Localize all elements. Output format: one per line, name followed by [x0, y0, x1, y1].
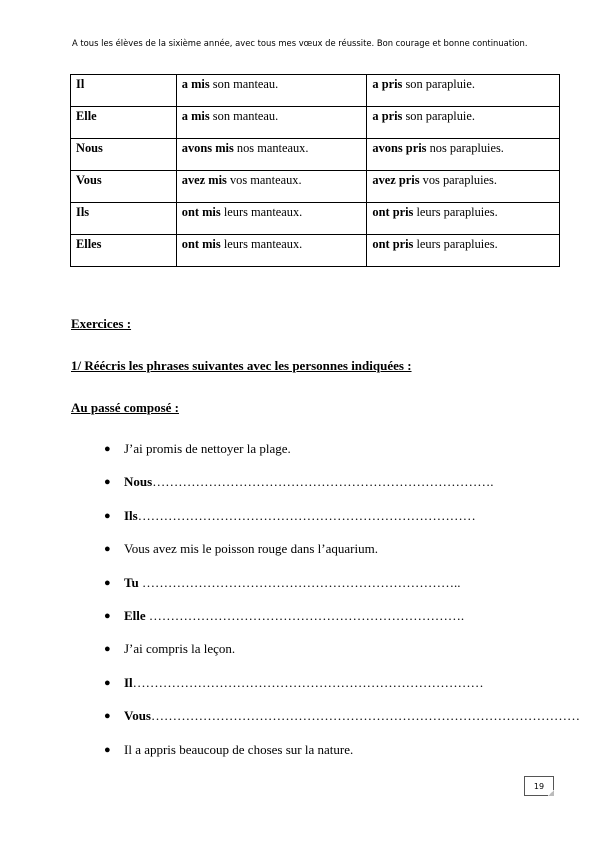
bullet-icon: ●: [104, 476, 111, 489]
table-row: [71, 171, 560, 203]
subject-label: Nous: [124, 474, 153, 490]
pronoun-cell: Il: [71, 75, 177, 107]
prendre-object: vos parapluies.: [422, 173, 497, 187]
bullet-icon: ●: [104, 609, 111, 622]
mettre-auxiliary: a: [181, 109, 188, 123]
mettre-cell: [176, 235, 367, 267]
prendre-cell: [367, 107, 560, 139]
mettre-cell: [176, 75, 367, 107]
list-item: [104, 540, 580, 573]
mettre-participle: mis: [202, 205, 221, 219]
subject-label: Tu: [124, 574, 139, 590]
answer-line[interactable]: ……………………………………………………………………: [137, 507, 476, 523]
tense-heading: Au passé composé :: [71, 400, 179, 415]
prendre-cell: [367, 139, 560, 171]
prendre-cell: [367, 75, 560, 107]
mettre-object: leurs manteaux.: [223, 205, 303, 219]
subject-label: Ils: [124, 507, 138, 523]
mettre-object: son manteau.: [212, 109, 279, 123]
bullet-icon: ●: [104, 543, 111, 556]
sentence-text: J’ai promis de nettoyer la plage.: [124, 441, 291, 456]
mettre-object: vos manteaux.: [229, 173, 302, 187]
prendre-auxiliary: avez: [372, 173, 396, 187]
mettre-auxiliary: ont: [181, 237, 199, 251]
pronoun-cell: Ils: [71, 203, 177, 235]
prendre-participle: pris: [398, 173, 420, 187]
exercises-heading: Exercices :: [71, 316, 132, 331]
prendre-auxiliary: a: [372, 109, 379, 123]
sentence-text: Vous avez mis le poisson rouge dans l’aquarium.: [124, 541, 378, 557]
prendre-participle: pris: [405, 141, 427, 155]
pronoun-cell: Vous: [71, 171, 177, 203]
bullet-icon: ●: [104, 743, 111, 756]
mettre-auxiliary: avez: [181, 173, 206, 187]
prendre-participle: pris: [381, 77, 403, 91]
prendre-participle: pris: [392, 237, 414, 251]
mettre-participle: mis: [191, 77, 210, 91]
prendre-participle: pris: [381, 109, 403, 123]
list-item: [104, 640, 580, 673]
prendre-object: nos parapluies.: [429, 141, 504, 155]
pronoun-cell: Elles: [71, 235, 177, 267]
table-row: [71, 75, 560, 107]
answer-line[interactable]: …………………………………………………………………….: [152, 474, 494, 490]
prendre-auxiliary: ont: [372, 237, 390, 251]
mettre-object: son manteau.: [212, 77, 279, 91]
table-row: [71, 235, 560, 267]
table-row: [71, 107, 560, 139]
subject-label: Vous: [124, 708, 151, 724]
bullet-icon: ●: [104, 710, 111, 723]
prendre-auxiliary: avons: [372, 141, 403, 155]
list-item: [104, 707, 580, 740]
conjugation-table: [70, 74, 560, 267]
sentence-text: J’ai compris la leçon.: [124, 641, 236, 657]
answer-line[interactable]: ………………………………………………………………..: [138, 574, 461, 590]
mettre-cell: [176, 107, 367, 139]
answer-line[interactable]: ……………………………………………………………….: [145, 607, 465, 623]
answer-line[interactable]: ………………………………………………………………………………………: [150, 708, 580, 724]
prendre-cell: [367, 171, 560, 203]
mettre-auxiliary: avons: [181, 141, 213, 155]
list-item: [104, 440, 580, 473]
table-row: [71, 203, 560, 235]
prendre-object: leurs parapluies.: [416, 237, 498, 251]
mettre-cell: [176, 171, 367, 203]
exercise-list: [104, 440, 580, 774]
table-row: [71, 139, 560, 171]
pronoun-cell: Elle: [71, 107, 177, 139]
pronoun-cell: Nous: [71, 139, 177, 171]
list-item: [104, 507, 580, 540]
bullet-icon: ●: [104, 576, 111, 589]
mettre-auxiliary: a: [181, 77, 188, 91]
instruction-heading: 1/ Réécris les phrases suivantes avec les personnes indiquées :: [71, 358, 412, 373]
mettre-participle: mis: [215, 141, 234, 155]
subject-label: Il: [124, 674, 133, 690]
list-item: [104, 574, 580, 607]
prendre-cell: [367, 203, 560, 235]
mettre-cell: [176, 139, 367, 171]
prendre-auxiliary: ont: [372, 205, 390, 219]
mettre-participle: mis: [208, 173, 227, 187]
list-item: [104, 473, 580, 506]
bullet-icon: ●: [104, 509, 111, 522]
prendre-auxiliary: a: [372, 77, 379, 91]
mettre-object: leurs manteaux.: [223, 237, 303, 251]
page-number: 19: [524, 776, 554, 796]
prendre-object: leurs parapluies.: [416, 205, 498, 219]
mettre-cell: [176, 203, 367, 235]
prendre-object: son parapluie.: [405, 77, 475, 91]
mettre-participle: mis: [202, 237, 221, 251]
prendre-cell: [367, 235, 560, 267]
list-item: [104, 741, 580, 774]
bullet-icon: ●: [104, 676, 111, 689]
bullet-icon: ●: [104, 643, 111, 656]
subject-label: Elle: [124, 607, 146, 623]
list-item: [104, 607, 580, 640]
answer-line[interactable]: ………………………………………………………………………: [132, 674, 484, 690]
sentence-text: Il a appris beaucoup de choses sur la nature.: [124, 741, 354, 757]
mettre-participle: mis: [191, 109, 210, 123]
prendre-object: son parapluie.: [405, 109, 475, 123]
header-dedication: A tous les élèves de la sixième année, avec tous mes vœux de réussite. Bon courage et bonne continuation.: [72, 38, 528, 48]
list-item: [104, 674, 580, 707]
mettre-object: nos manteaux.: [236, 141, 309, 155]
mettre-auxiliary: ont: [181, 205, 199, 219]
prendre-participle: pris: [392, 205, 414, 219]
bullet-icon: ●: [104, 443, 111, 455]
